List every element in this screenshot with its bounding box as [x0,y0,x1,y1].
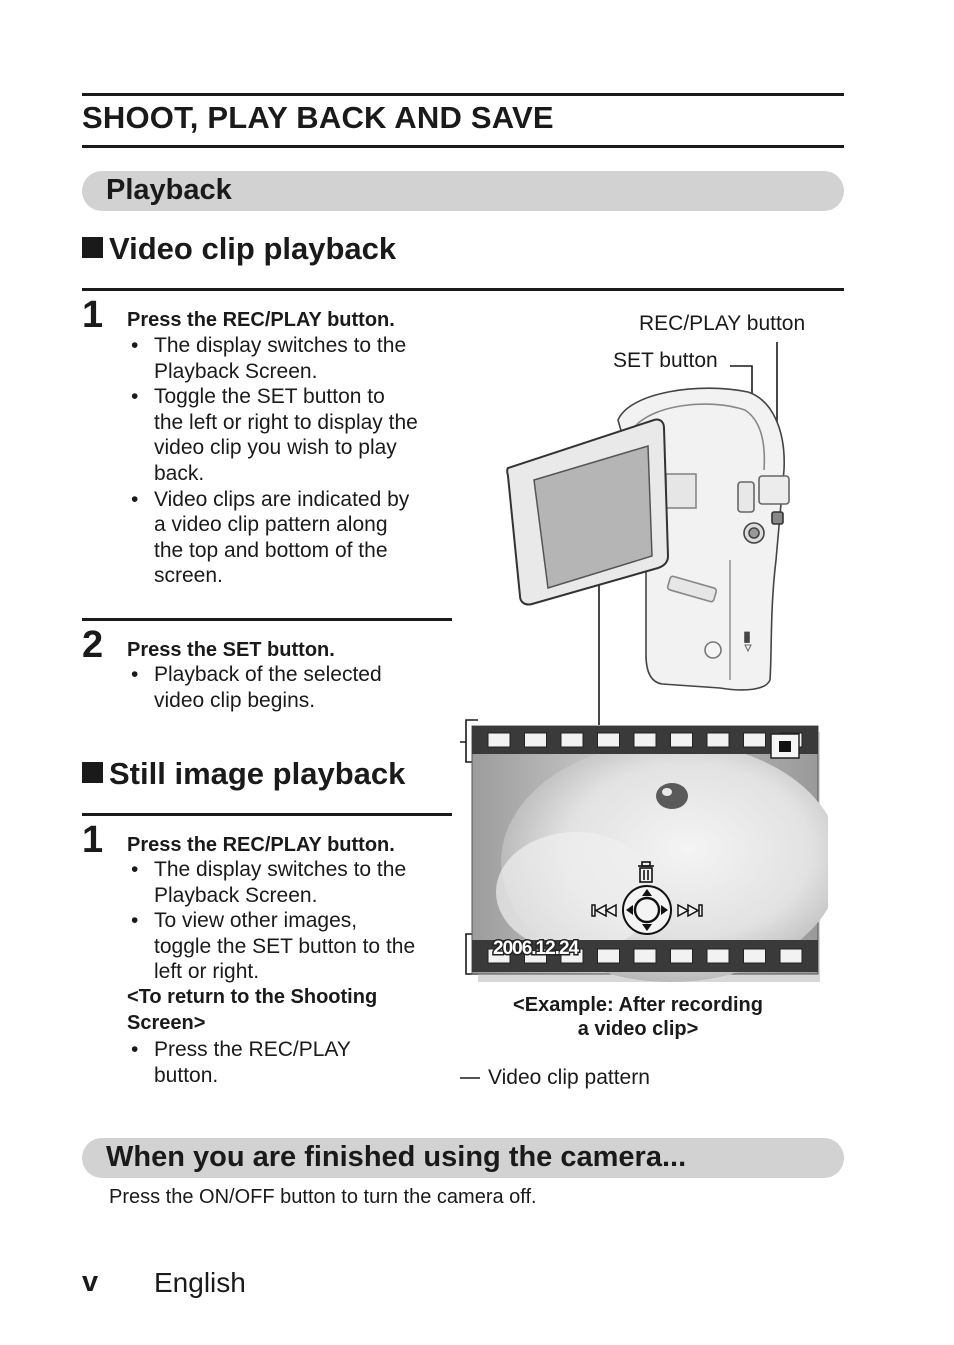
bullet-line: Playback of the selected [154,663,382,686]
video-step2-number: 2 [82,624,104,666]
bullet-line: The display switches to the [154,334,407,357]
bullet-line: screen. [154,564,223,588]
section-playback-title: Playback [106,174,232,206]
return-note-line2: Screen> [127,1012,206,1034]
navigation-dial-icon [623,886,671,934]
square-bullet-icon [82,762,103,783]
video-clip-heading: Video clip playback [82,231,396,267]
page-title: SHOOT, PLAY BACK AND SAVE [82,100,554,135]
square-bullet-icon [82,237,103,258]
bullet-line: back. [154,461,205,485]
film-hole [671,949,693,963]
bullet-dot: • [131,334,139,357]
film-hole [707,949,729,963]
bullet-line: Playback Screen. [154,883,318,907]
bullet-dot: • [131,663,139,686]
film-hole [707,733,729,747]
bullet-line: Toggle the SET button to [154,385,385,409]
bullet-line: video clip begins. [154,688,316,712]
recplay-button-label: REC/PLAY button [639,312,806,335]
set-button-label: SET button [613,349,718,372]
bullet-dot: • [131,487,139,511]
video-step1-number: 1 [82,294,104,336]
still-step1-title: Press the REC/PLAY button. [127,834,395,856]
next-icon [678,905,702,916]
previous-icon [592,905,616,916]
bullet-line: Playback Screen. [154,359,318,383]
film-hole [634,949,656,963]
film-hole [744,733,766,747]
bullet-dot: • [131,858,139,881]
film-hole [780,949,802,963]
video-clip-pattern-label: Video clip pattern [488,1066,650,1089]
bullet-line: the left or right to display the [154,410,418,434]
section-playback-banner [82,171,844,211]
bullet-line: toggle the SET button to the [154,934,416,958]
video-step1-title: Press the REC/PLAY button. [127,309,395,331]
bullet-dot: • [131,385,139,409]
page-number: v [82,1266,99,1298]
video-step2-title: Press the SET button. [127,639,335,661]
film-hole [488,733,510,747]
bullet-dot: • [131,909,139,933]
bullet-line: To view other images, [154,909,358,933]
section-finished-title: When you are finished using the camera... [106,1141,687,1173]
film-hole [671,733,693,747]
bullet-line: Video clips are indicated by [154,487,410,511]
bullet-line: a video clip pattern along [154,513,388,537]
svg-text:≡≡: ≡≡ [742,632,752,643]
bullet-line: button. [154,1063,219,1087]
bullet-line: Press the REC/PLAY [154,1038,351,1061]
section-finished-body: Press the ON/OFF button to turn the camera off. [109,1186,537,1208]
film-hole [744,949,766,963]
film-hole [561,733,583,747]
film-hole [598,733,620,747]
bullet-line: video clip you wish to play [154,436,397,460]
playback-screen-example [466,722,828,992]
screen-date: 2006.12.24 [493,938,579,959]
still-step1-number: 1 [82,819,104,861]
figure-caption: <Example: After recording a video clip> [513,994,763,1040]
return-note-line1: <To return to the Shooting [127,986,378,1008]
bullet-line: The display switches to the [154,858,407,881]
bullet-dot: • [131,1038,139,1061]
film-hole [634,733,656,747]
still-image-heading: Still image playback [82,756,405,792]
section-finished-banner [82,1138,844,1178]
bullet-line: left or right. [154,960,260,984]
film-hole [598,949,620,963]
lcd-panel [507,419,668,604]
bullet-line: the top and bottom of the [154,538,388,562]
footer-language: English [154,1267,246,1298]
film-hole [525,733,547,747]
